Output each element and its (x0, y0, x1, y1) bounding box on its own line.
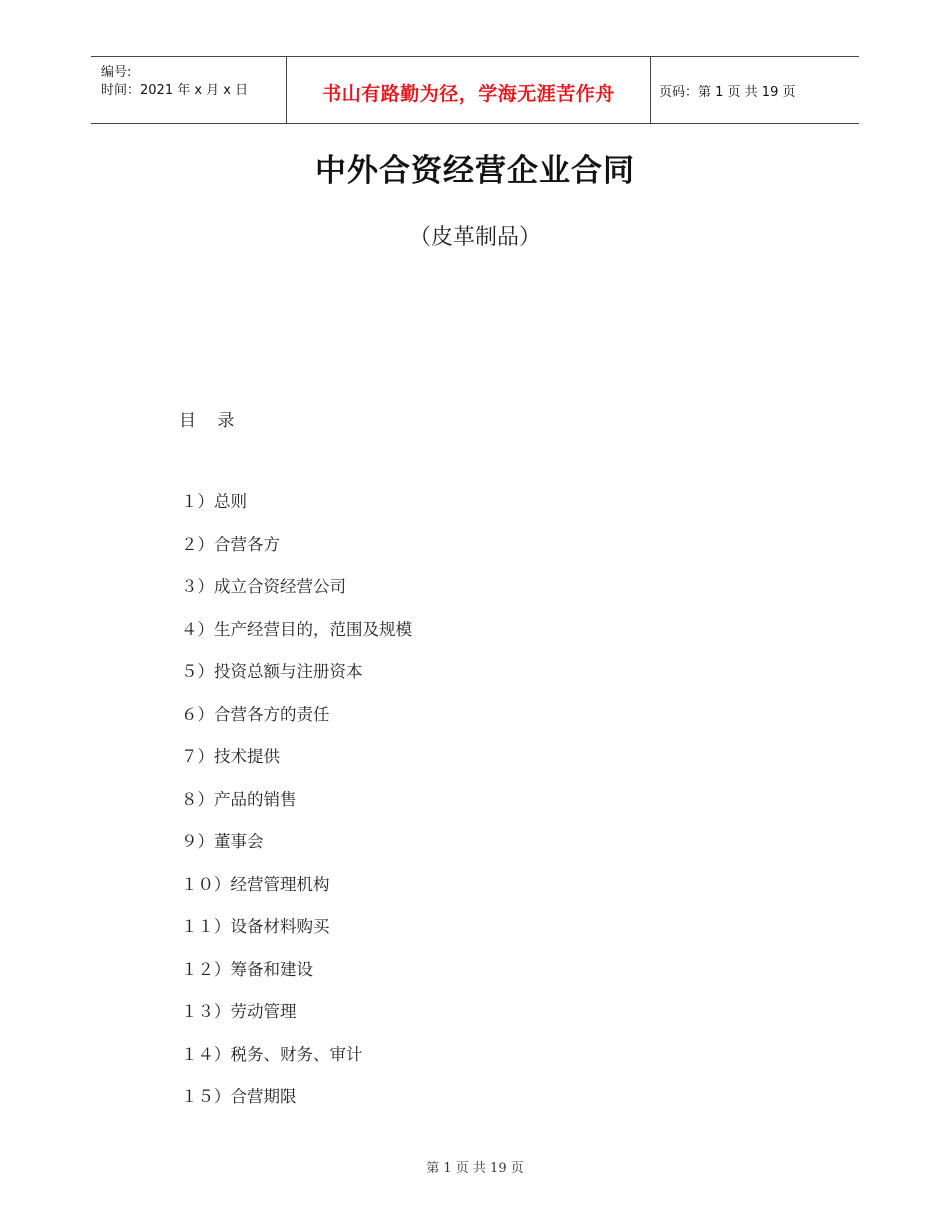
header-motto: 书山有路勤为径，学海无涯苦作舟 (322, 83, 615, 105)
toc-item: ５）投资总额与注册资本 (181, 662, 363, 681)
toc-item: ６）合营各方的责任 (181, 704, 330, 724)
table-of-contents (181, 490, 412, 1128)
toc-item: ２）合营各方 (181, 534, 280, 554)
header-page-cell (649, 57, 859, 123)
header-page-code: 页码：第 1 页 共 19 页 (659, 85, 796, 100)
header-info-cell (91, 57, 286, 123)
toc-item: ９）董事会 (181, 832, 264, 851)
toc-item: １）总则 (181, 492, 247, 511)
toc-item: ３）成立合资经营公司 (181, 577, 346, 596)
toc-item: ７）技术提供 (181, 747, 280, 766)
toc-item: １２）筹备和建设 (181, 959, 313, 979)
toc-item: １１）设备材料购买 (181, 917, 330, 936)
toc-item: １４）税务、财务、审计 (181, 1044, 363, 1064)
toc-item: １０）经营管理机构 (181, 874, 330, 894)
document-time-label: 时间：2021 年 x 月 x 日 (101, 83, 249, 98)
document-subtitle: （皮革制品） (408, 225, 541, 250)
document-number-label: 编号: (101, 65, 132, 80)
toc-item: ８）产品的销售 (181, 789, 297, 809)
toc-heading: 目 录 (179, 411, 243, 431)
toc-item: ４）生产经营目的，范围及规模 (181, 619, 412, 639)
page-header (91, 56, 859, 124)
toc-item: １５）合营期限 (181, 1087, 297, 1106)
page-footer: 第 1 页 共 19 页 (426, 1161, 524, 1176)
toc-item: １３）劳动管理 (181, 1002, 297, 1021)
document-title: 中外合资经营企业合同 (315, 153, 635, 189)
header-motto-cell (286, 57, 651, 123)
